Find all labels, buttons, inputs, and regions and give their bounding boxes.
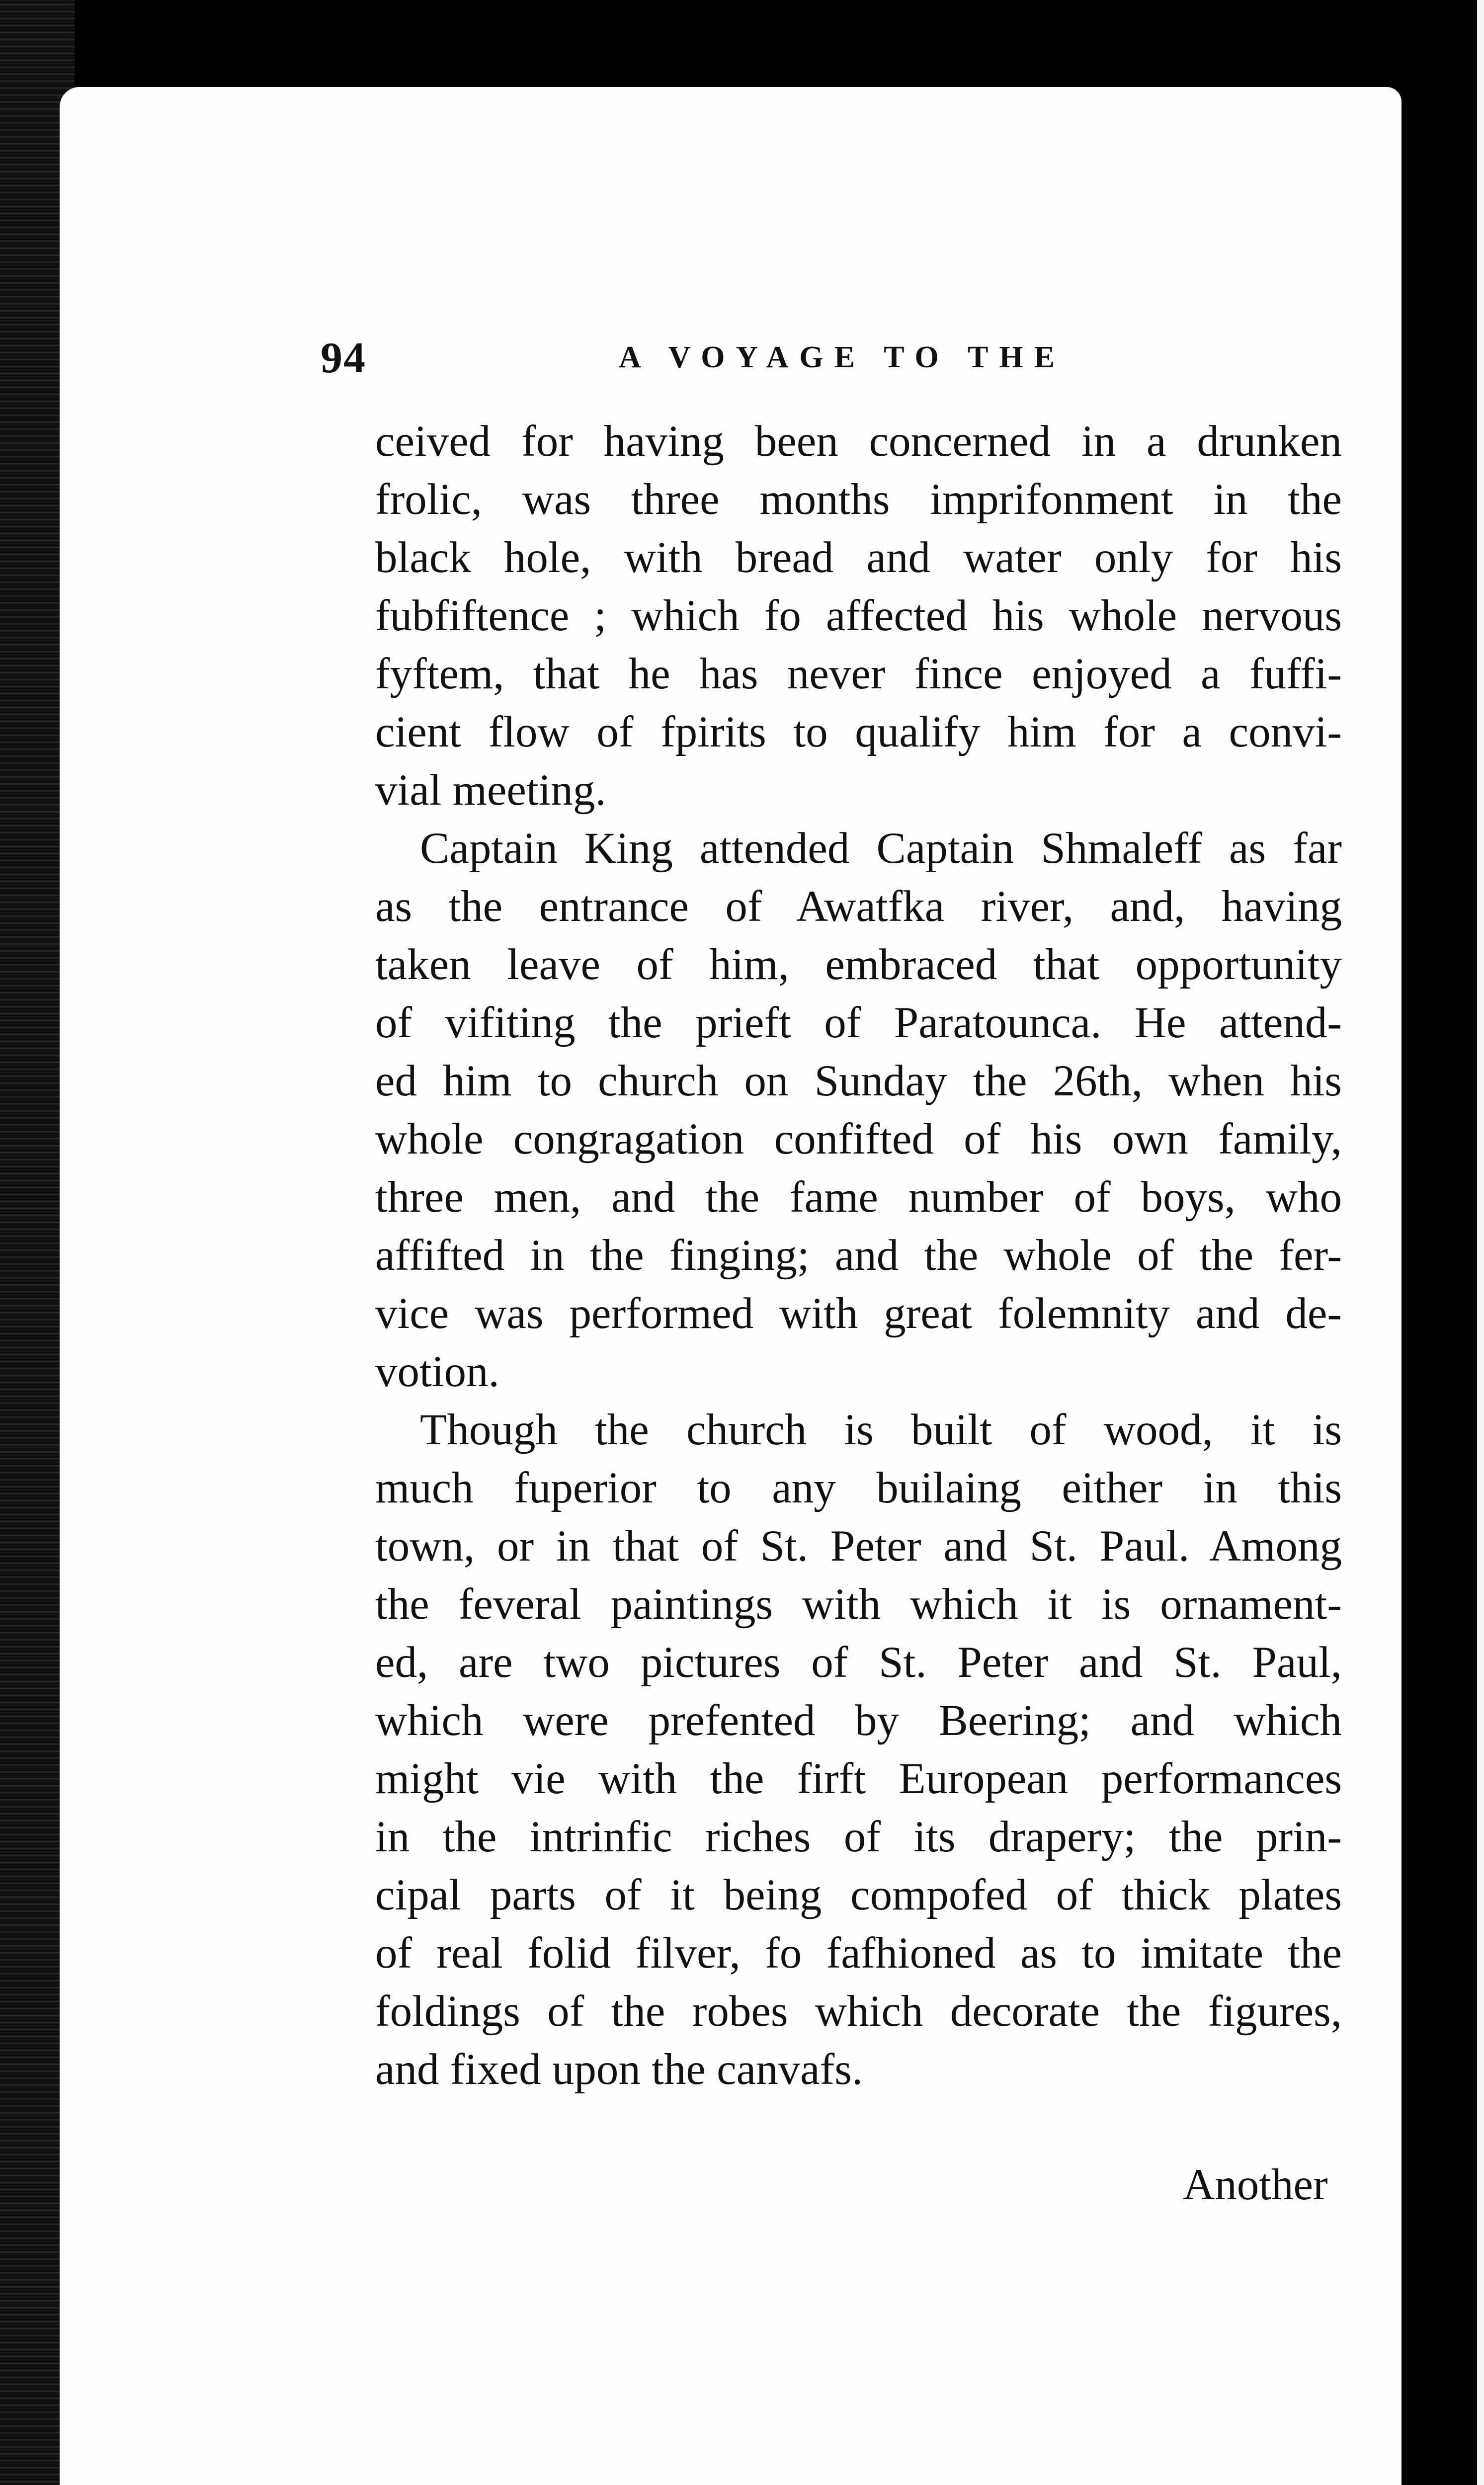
text-line: and fixed upon the canvafs.: [375, 2045, 863, 2094]
paragraph: [375, 1401, 1342, 2099]
text-line: vice was performed with great folemnity and de-: [375, 1289, 1342, 1338]
running-title: A VOYAGE TO THE: [619, 340, 1066, 374]
text-line: affifted in the finging; and the whole of the fer-: [375, 1231, 1342, 1280]
text-line: black hole, with bread and water only for his: [375, 533, 1342, 582]
text-line: which were prefented by Beering; and which: [375, 1696, 1342, 1745]
text-line: the feveral paintings with which it is ornament-: [375, 1580, 1342, 1629]
text-line: frolic, was three months imprifonment in the: [375, 475, 1342, 524]
text-line: Captain King attended Captain Shmaleff as far: [420, 824, 1342, 873]
paragraph: [375, 820, 1342, 1401]
page-number: 94: [321, 334, 366, 382]
text-line: cient flow of fpirits to qualify him for a convi-: [375, 708, 1342, 756]
text-line: Though the church is built of wood, it is: [420, 1406, 1342, 1454]
text-line: in the intrinfic riches of its drapery; the prin-: [375, 1813, 1342, 1861]
text-line: fubfiftence ; which fo affected his whole nervous: [375, 591, 1342, 640]
text-line: might vie with the firft European performances: [375, 1754, 1342, 1803]
text-line: foldings of the robes which decorate the figures,: [375, 1987, 1342, 2036]
text-line: of vifiting the prieft of Paratounca. He attend-: [375, 998, 1342, 1047]
text-line: as the entrance of Awatfka river, and, having: [375, 882, 1342, 931]
catchword: Another: [1183, 2160, 1328, 2209]
body-text: [375, 413, 1342, 2099]
text-line: ceived for having been concerned in a drunken: [375, 417, 1342, 466]
text-line: cipal parts of it being compofed of thick plates: [375, 1871, 1342, 1919]
paragraph: [375, 413, 1342, 820]
right-margin-strip: [1400, 0, 1484, 2485]
text-line: of real folid filver, fo fafhioned as to imitate the: [375, 1929, 1342, 1978]
next-page-edge: [1477, 0, 1484, 2485]
text-line: town, or in that of St. Peter and St. Paul. Among: [375, 1522, 1342, 1571]
text-line: three men, and the fame number of boys, who: [375, 1173, 1342, 1222]
text-line: fyftem, that he has never fince enjoyed a fuffi-: [375, 650, 1342, 698]
text-line: ed him to church on Sunday the 26th, when his: [375, 1057, 1342, 1105]
text-line: votion.: [375, 1347, 499, 1396]
page-header: [321, 333, 1354, 388]
text-line: much fuperior to any builaing either in this: [375, 1464, 1342, 1512]
text-line: taken leave of him, embraced that opportunity: [375, 940, 1342, 989]
text-line: ed, are two pictures of St. Peter and St. Paul,: [375, 1638, 1342, 1687]
text-line: vial meeting.: [375, 766, 606, 815]
text-line: whole congragation confifted of his own family,: [375, 1115, 1342, 1163]
